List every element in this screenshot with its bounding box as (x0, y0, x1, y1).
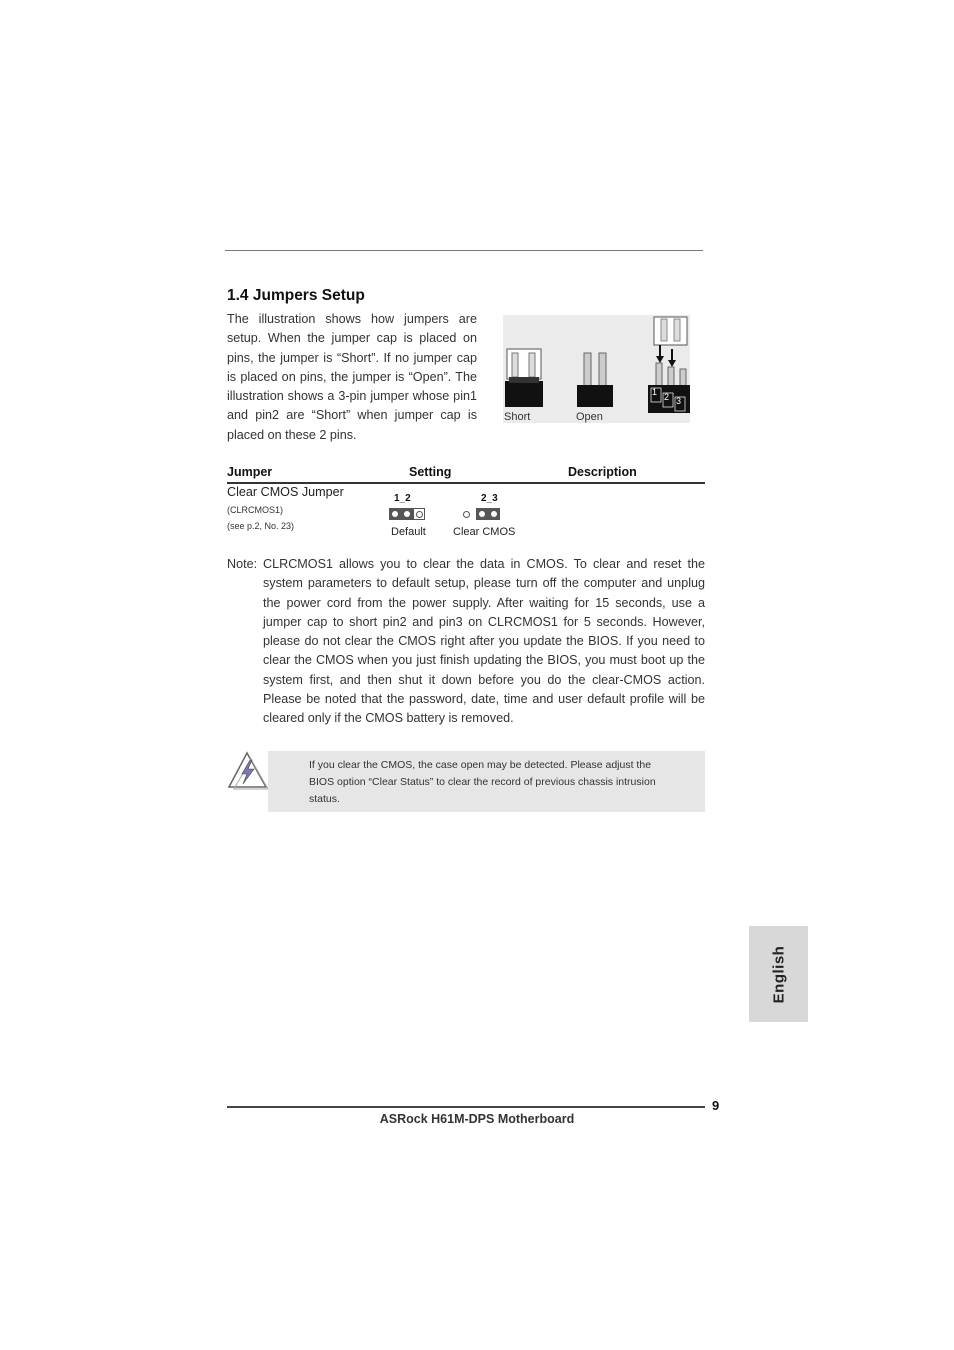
intro-paragraph: The illustration shows how jumpers are setup. When the jumper cap is placed on pins, the jumper is “Short”. If no jumper cap is placed on pins, the jumper is “Open”. The illustration shows a 3-pin jumper whose pin1 and pin2 are “Short” when jumper cap is placed on these 2 pins. (227, 312, 477, 442)
table-header-rule (227, 482, 705, 484)
note-block (227, 555, 705, 729)
footer-text: ASRock H61M-DPS Motherboard (379, 1112, 575, 1126)
caution-box (268, 751, 705, 812)
pin-1-shorted (389, 508, 401, 520)
pin-1-open (460, 508, 472, 520)
caution-text: If you clear the CMOS, the case open may be detected. Please adjust the BIOS option “Clear Status” to clear the record of previous chassis intrusion status. (309, 759, 656, 805)
note-prefix: Note: (227, 557, 258, 571)
short-label: Short (504, 411, 531, 423)
language-tab-label: English (769, 945, 787, 1003)
pin-2-shorted (401, 508, 413, 520)
page-number: 9 (712, 1098, 720, 1113)
pin-number-3: 3 (676, 396, 682, 406)
default-jumper-graphic (389, 508, 425, 520)
top-divider (225, 250, 703, 251)
pin-number-1: 1 (652, 387, 658, 397)
default-pins-label: 1_2 (394, 493, 411, 504)
note-text: CLRCMOS1 allows you to clear the data in CMOS. To clear and reset the system parameters to default setup, please turn off the computer and unplug the power cord from the power supply. After waiting for 15 seconds, use a jumper cap to short pin2 and pin3 on CLRCMOS1 for 5 seconds. However, please do not clear the CMOS right after you update the BIOS. If you need to clear the CMOS when you just finish updating the BIOS, you must boot up the system first, and then shut it down before you do the clear-CMOS action. Please be noted that the password, date, time and user default profile will be cleared only if the CMOS battery is removed. (263, 557, 705, 726)
pin-3-shorted (488, 508, 500, 520)
footer-rule (227, 1106, 705, 1108)
table-header-jumper: Jumper (227, 465, 273, 479)
clear-cmos-jumper-graphic (460, 508, 500, 520)
default-caption: Default (391, 526, 426, 538)
jumper-diagram-graphic (503, 315, 690, 423)
open-label: Open (576, 411, 603, 423)
table-header-setting: Setting (409, 465, 452, 479)
clear-pins-label: 2_3 (481, 493, 498, 504)
pin-2-shorted (476, 508, 488, 520)
pin-3-open (413, 508, 425, 520)
clear-cmos-caption: Clear CMOS (453, 526, 516, 538)
warning-icon (228, 750, 270, 795)
jumper-name: Clear CMOS Jumper (227, 485, 344, 499)
jumper-illustration (503, 315, 690, 423)
section-title: 1.4 Jumpers Setup (227, 287, 365, 304)
jumper-id: (CLRCMOS1) (227, 505, 284, 515)
open-jumper-drawing (577, 353, 613, 407)
language-tab (749, 926, 808, 1022)
table-header-description: Description (568, 465, 637, 479)
short-jumper-drawing (505, 349, 543, 407)
jumper-reference: (see p.2, No. 23) (227, 521, 295, 531)
pin-number-2: 2 (664, 392, 670, 402)
